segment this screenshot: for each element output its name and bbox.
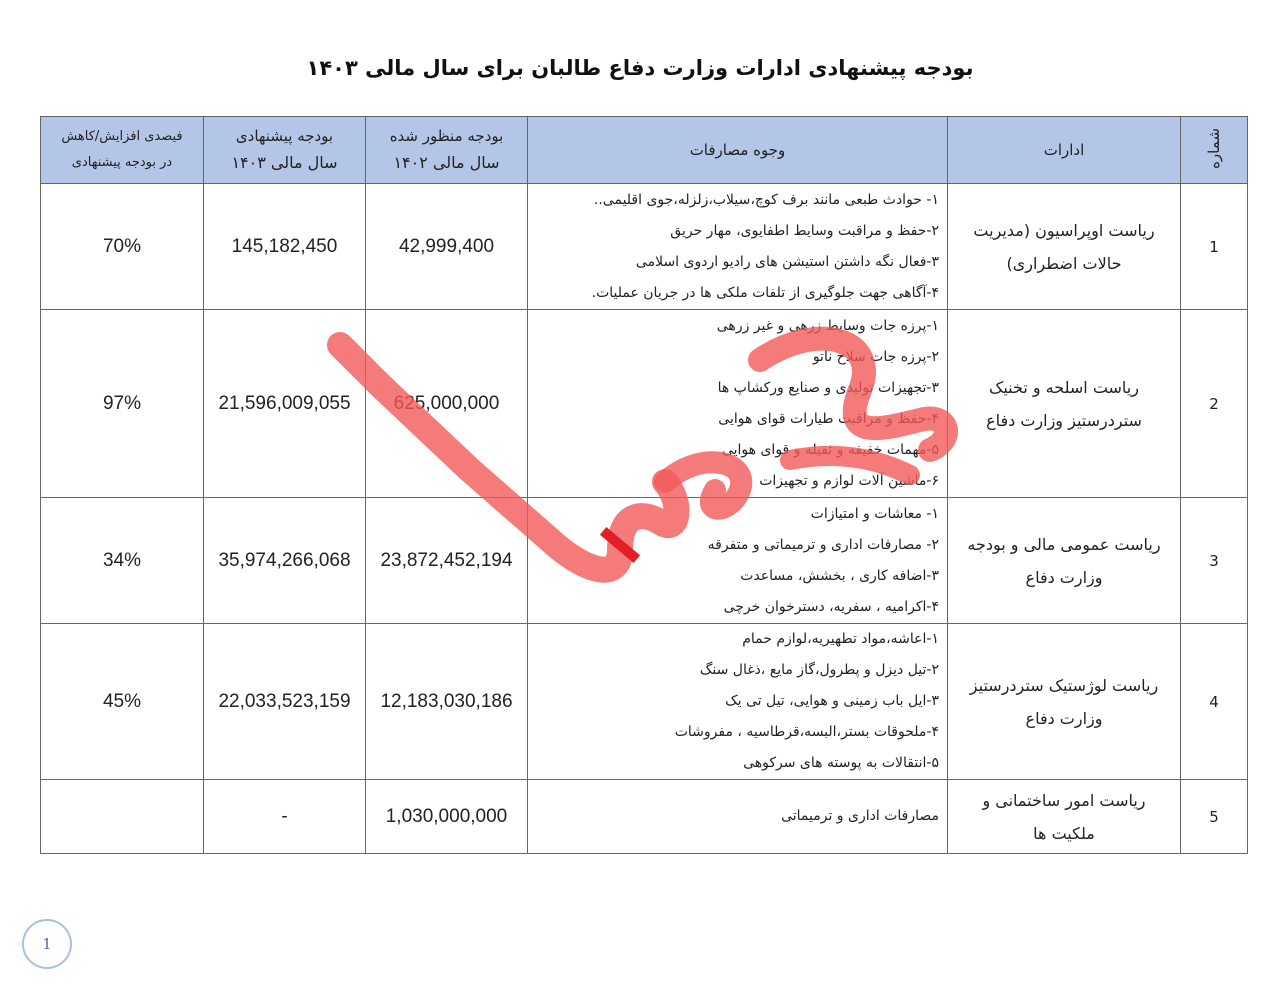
approved-budget: 1,030,000,000 bbox=[366, 780, 528, 854]
percent-change: 97% bbox=[41, 310, 204, 498]
row-number: 1 bbox=[1181, 184, 1248, 310]
header-percent-change: فیصدی افزایش/کاهش در بودجه پیشنهادی bbox=[41, 117, 204, 184]
expense-list bbox=[528, 184, 948, 310]
budget-table bbox=[40, 116, 1248, 854]
expense-item: ۶-ماشین آلات لوازم و تجهیزات bbox=[759, 472, 939, 489]
proposed-budget: 22,033,523,159 bbox=[204, 624, 366, 780]
expense-item: ۱-پرزه جات وسایط زرهی و غیر زرهی bbox=[716, 317, 939, 334]
percent-change: 70% bbox=[41, 184, 204, 310]
expense-item: ۴-اکرامیه ، سفریه، دسترخوان خرچی bbox=[723, 598, 939, 615]
header-offices: ادارات bbox=[948, 117, 1181, 184]
page-number: 1 bbox=[22, 919, 72, 969]
proposed-budget: 21,596,009,055 bbox=[204, 310, 366, 498]
expense-item: ۵-انتقالات به پوسته های سرکوهی bbox=[743, 755, 939, 771]
approved-budget: 23,872,452,194 bbox=[366, 498, 528, 624]
expense-item: ۲- مصارفات اداری و ترمیماتی و متفرقه bbox=[707, 536, 939, 553]
proposed-budget: 145,182,450 bbox=[204, 184, 366, 310]
office-name: ریاست اسلحه و تخنیک ستردرستیز وزارت دفاع bbox=[948, 310, 1181, 498]
table-row bbox=[41, 498, 1248, 624]
expense-item: ۱- حوادث طبعی مانند برف کوچ،سیلاب،زلزله،جوی اقلیمی.. bbox=[593, 191, 939, 208]
expense-item: ۱-اعاشه،مواد تطهیریه،لوازم حمام bbox=[742, 631, 939, 647]
expense-item: ۳-فعال نگه داشتن استیشن های رادیو اردوی اسلامی bbox=[635, 253, 939, 270]
expense-item: ۵-مهمات خفیفه و ثقیله و قوای هوایی bbox=[721, 441, 939, 458]
expense-item: ۲-پرزه جات سلاح ناتو bbox=[812, 348, 939, 365]
header-expenses: وجوه مصارفات bbox=[528, 117, 948, 184]
percent-change: 34% bbox=[41, 498, 204, 624]
approved-budget: 12,183,030,186 bbox=[366, 624, 528, 780]
document-title: بودجه پیشنهادی ادارات وزارت دفاع طالبان برای سال مالی ۱۴۰۳ bbox=[306, 56, 974, 80]
expense-item: ۴-ملحوقات بستر،البسه،قرطاسیه ، مفروشات bbox=[674, 724, 939, 740]
row-number: 2 bbox=[1181, 310, 1248, 498]
expense-item: ۲-حفظ و مراقبت وسایط اطفایوی، مهار حریق bbox=[670, 222, 939, 239]
row-number: 5 bbox=[1181, 780, 1248, 854]
header-number: شماره bbox=[1181, 117, 1248, 184]
expense-list bbox=[528, 624, 948, 780]
office-name: ریاست لوژستیک ستردرستیز وزارت دفاع bbox=[948, 624, 1181, 780]
expense-item: ۳-ایل باب زمینی و هوایی، تیل تی یک bbox=[725, 693, 939, 709]
office-name: ریاست امور ساختمانی و ملکیت ها bbox=[948, 780, 1181, 854]
expense-item: ۱- معاشات و امتیازات bbox=[810, 505, 939, 522]
expense-list bbox=[528, 780, 948, 854]
percent-change bbox=[41, 780, 204, 854]
approved-budget: 42,999,400 bbox=[366, 184, 528, 310]
expense-item: ۲-تیل دیزل و پطرول،گاز مایع ،ذغال سنگ bbox=[699, 662, 939, 678]
expense-item: ۴-آگاهی جهت جلوگیری از تلفات ملکی ها در جریان عملیات. bbox=[591, 284, 939, 301]
table-row bbox=[41, 624, 1248, 780]
table-row bbox=[41, 310, 1248, 498]
office-name: ریاست عمومی مالی و بودجه وزارت دفاع bbox=[948, 498, 1181, 624]
header-approved-budget: بودجه منظور شده سال مالی ۱۴۰۲ bbox=[366, 117, 528, 184]
header-proposed-budget: بودجه پیشنهادی سال مالی ۱۴۰۳ bbox=[204, 117, 366, 184]
expense-item: ۴-حفظ و مراقبت طیارات قوای هوایی bbox=[718, 410, 939, 427]
office-name: ریاست اوپراسیون (مدیریت حالات اضطراری) bbox=[948, 184, 1181, 310]
table-row bbox=[41, 780, 1248, 854]
expense-list bbox=[528, 498, 948, 624]
expense-list bbox=[528, 310, 948, 498]
expense-item: ۳-تجهیزات تولیدی و صنایع ورکشاپ ها bbox=[717, 379, 939, 396]
table-header-row bbox=[41, 117, 1248, 184]
proposed-budget: - bbox=[204, 780, 366, 854]
row-number: 4 bbox=[1181, 624, 1248, 780]
proposed-budget: 35,974,266,068 bbox=[204, 498, 366, 624]
expense-item: ۳-اضافه کاری ، بخشش، مساعدت bbox=[740, 567, 939, 584]
approved-budget: 625,000,000 bbox=[366, 310, 528, 498]
percent-change: 45% bbox=[41, 624, 204, 780]
expense-item: مصارفات اداری و ترمیماتی bbox=[781, 808, 939, 824]
table-row bbox=[41, 184, 1248, 310]
row-number: 3 bbox=[1181, 498, 1248, 624]
